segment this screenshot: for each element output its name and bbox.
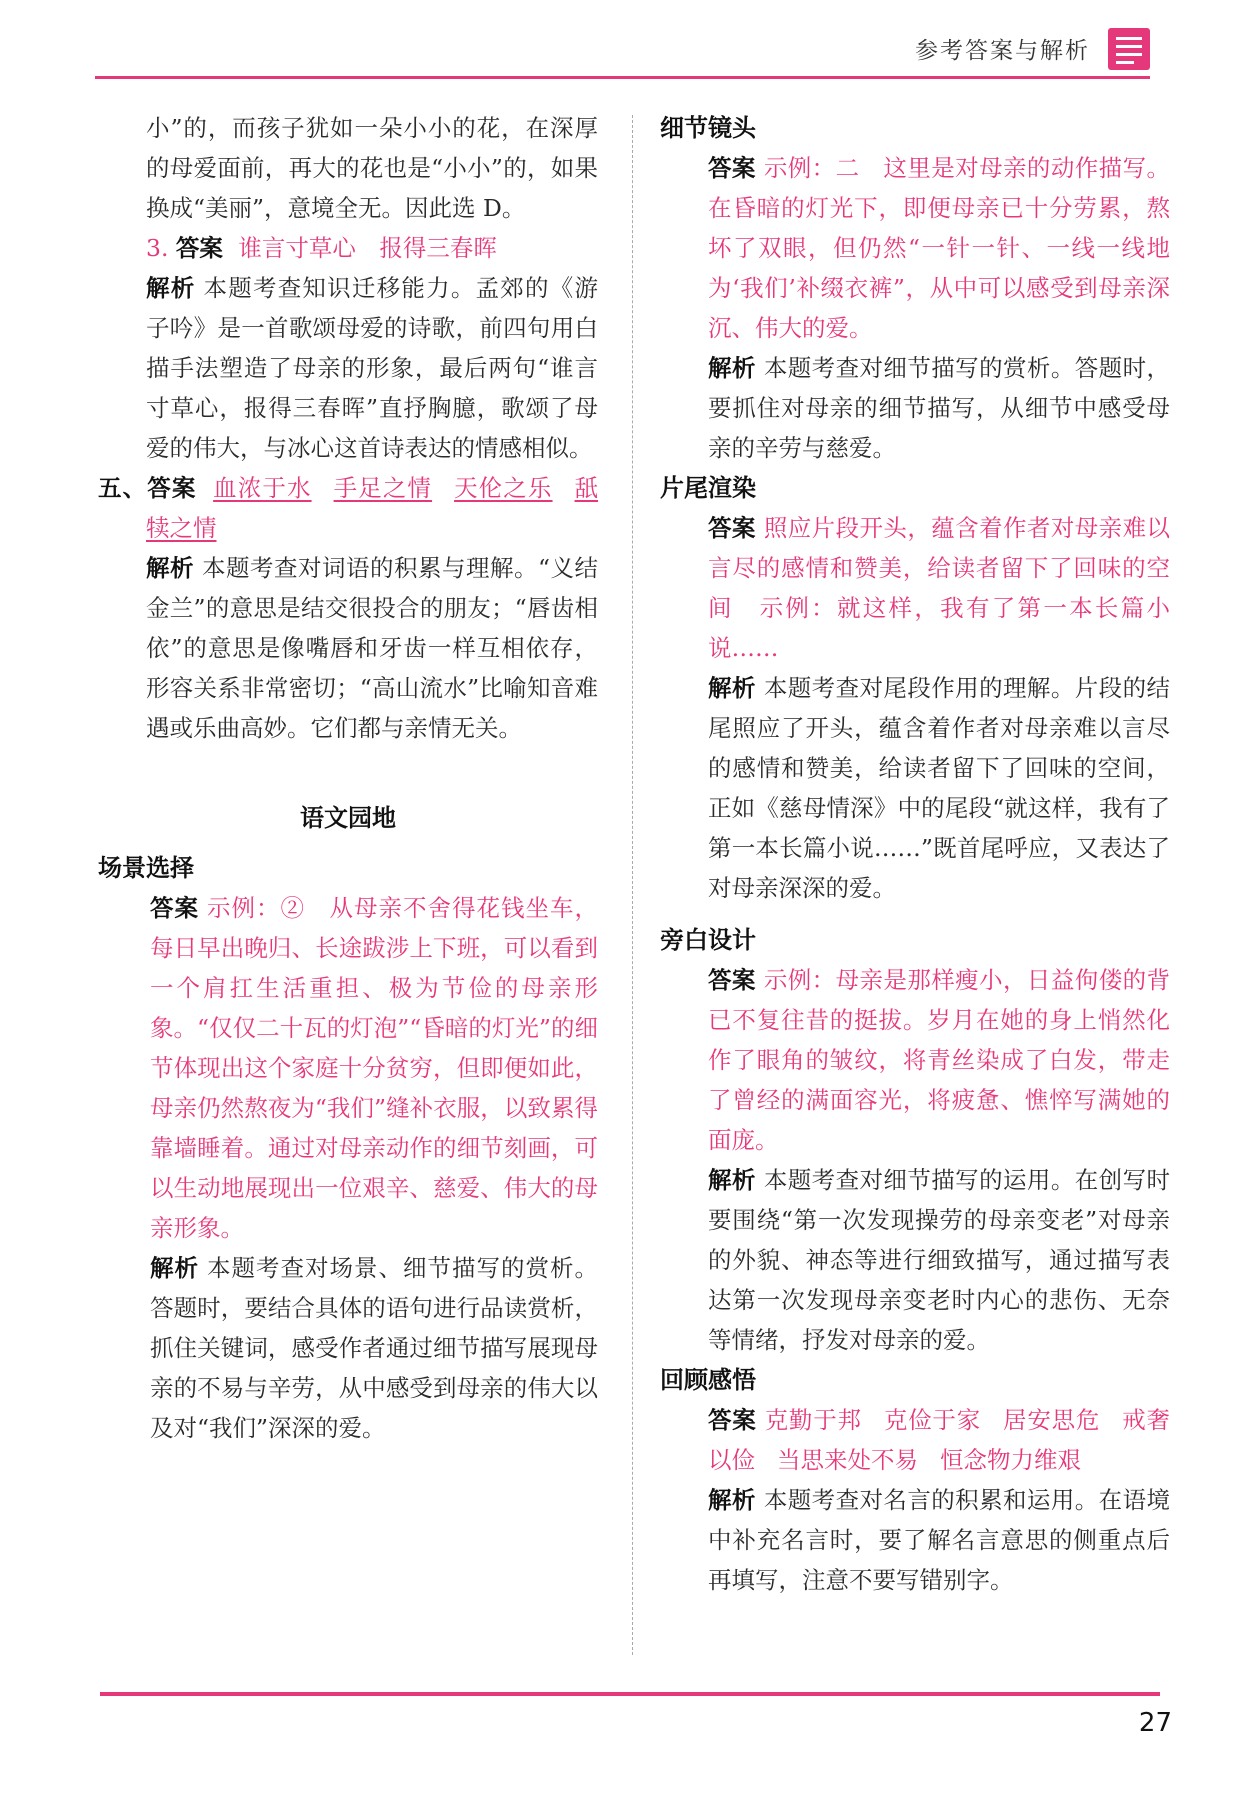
narration-answer-text: 示例：母亲是那样瘦小，日益佝偻的背已不复往昔的挺拔。岁月在她的身上悄然化作了眼角的皱纹，将青丝染成了白发，带走了曾经的满面容光，将疲惫、憔悴写满她的面庞。: [708, 966, 1171, 1154]
detail-analysis-label: 解析: [708, 354, 756, 382]
review-analysis: [660, 1480, 1170, 1600]
ending-answer: [660, 508, 1170, 668]
narration-answer: [660, 960, 1170, 1160]
review-analysis-text: 本题考查对名言的积累和运用。在语境中补充名言时，要了解名言意思的侧重点后再填写，注意不要写错别字。: [708, 1486, 1171, 1594]
q3-answer: [98, 228, 598, 268]
scene-analysis-text: 本题考查对场景、细节描写的赏析。答题时，要结合具体的语句进行品读赏析，抓住关键词，感受作者通过细节描写展现母亲的不易与辛劳，从中感受到母亲的伟大以及对“我们”深深的爱。: [150, 1254, 598, 1442]
ending-answer-label: 答案: [708, 514, 756, 542]
ending-analysis: [660, 668, 1170, 908]
review-answer: [660, 1400, 1170, 1480]
scene-title: 场景选择: [98, 854, 194, 882]
header-title: 参考答案与解析: [915, 38, 1090, 64]
narration-analysis-text: 本题考查对细节描写的运用。在创写时要围绕“第一次发现操劳的母亲变老”对母亲的外貌、神态等进行细致描写，通过描写表达第一次发现母亲变老时内心的悲伤、无奈等情绪，抒发对母亲的爱。: [708, 1166, 1171, 1354]
narration-analysis-label: 解析: [708, 1166, 756, 1194]
narration-title: 旁白设计: [660, 926, 756, 954]
header-rule: [95, 76, 1150, 79]
review-answer-4: 戒奢以俭: [708, 1406, 1171, 1474]
left-column: [98, 108, 598, 1448]
ending-answer-text: 照应片段开头，蕴含着作者对母亲难以言尽的感情和赞美，给读者留下了回味的空间 示例：就这样，我有了第一本长篇小说……: [708, 514, 1171, 662]
garden-title: 语文园地: [300, 804, 396, 832]
q5-answer: [98, 468, 598, 548]
review-analysis-label: 解析: [708, 1486, 756, 1514]
q5-answer-3: 天伦之乐: [454, 474, 553, 502]
q5-answer-4: 舐犊之情: [146, 474, 599, 542]
right-column: [660, 108, 1170, 1600]
q5-answer-label: 答案: [147, 474, 197, 502]
detail-analysis: [660, 348, 1170, 468]
narration-analysis: [660, 1160, 1170, 1360]
scene-answer-text: 示例：② 从母亲不舍得花钱坐车，每日早出晚归、长途跋涉上下班，可以看到一个肩扛生活重担、极为节俭的母亲形象。“仅仅二十瓦的灯泡”“昏暗的灯光”的细节体现出这个家庭十分贫穷，但即便如此，母亲仍然熬夜为“我们”缝补衣服，以致累得靠墙睡着。通过对母亲动作的细节刻画，可以生动地展现出一位艰辛、慈爱、伟大的母亲形象。: [150, 894, 598, 1242]
q5-answer-1: 血浓于水: [213, 474, 312, 502]
detail-answer-text: 示例：二 这里是对母亲的动作描写。在昏暗的灯光下，即便母亲已十分劳累，熬坏了双眼，但仍然“一针一针、一线一线地为‘我们’补缀衣裤”，从中可以感受到母亲深沉、伟大的爱。: [708, 154, 1171, 342]
q3-answer-label: 答案: [175, 234, 223, 262]
scene-answer: [98, 888, 598, 1248]
detail-answer-label: 答案: [708, 154, 756, 182]
review-title: 回顾感悟: [660, 1366, 756, 1394]
footer-rule: [100, 1692, 1160, 1696]
q3-analysis-label: 解析: [146, 274, 196, 302]
column-divider: [632, 115, 633, 1655]
review-answer-1: 克勤于邦: [764, 1406, 862, 1434]
q5-number: 五、: [98, 474, 148, 502]
ending-analysis-label: 解析: [708, 674, 756, 702]
detail-title: 细节镜头: [660, 114, 756, 142]
review-answer-5: 当思来处不易: [777, 1446, 918, 1474]
scene-analysis-label: 解析: [150, 1254, 199, 1282]
scene-answer-label: 答案: [150, 894, 199, 922]
q3-analysis-text: 本题考查知识迁移能力。孟郊的《游子吟》是一首歌颂母爱的诗歌，前四句用白描手法塑造了母亲的形象，最后两句“谁言寸草心，报得三春晖”直抒胸臆，歌颂了母爱的伟大，与冰心这首诗表达的情感相似。: [146, 274, 599, 462]
book-icon: [1108, 28, 1150, 70]
q5-answer-2: 手足之情: [333, 474, 433, 502]
q5-analysis-text: 本题考查对词语的积累与理解。“义结金兰”的意思是结交很投合的朋友；“唇齿相依”的意思是像嘴唇和牙齿一样互相依存，形容关系非常密切；“高山流水”比喻知音难遇或乐曲高妙。它们都与亲情无关。: [146, 554, 598, 742]
review-answer-3: 居安思危: [1003, 1406, 1101, 1434]
detail-analysis-text: 本题考查对细节描写的赏析。答题时，要抓住对母亲的细节描写，从细节中感受母亲的辛劳与慈爱。: [708, 354, 1171, 462]
review-answer-6: 恒念物力维艰: [940, 1446, 1081, 1474]
q3-analysis: [98, 268, 598, 468]
scene-analysis: [98, 1248, 598, 1448]
q3-number: 3.: [146, 234, 169, 262]
review-answer-label: 答案: [708, 1406, 757, 1434]
page-number: 27: [1138, 1708, 1172, 1738]
q3-answer-text: 谁言寸草心 报得三春晖: [238, 234, 497, 262]
review-answer-2: 克俭于家: [883, 1406, 982, 1434]
ending-title: 片尾渲染: [660, 474, 756, 502]
detail-answer: [660, 148, 1170, 348]
narration-answer-label: 答案: [708, 966, 756, 994]
ending-analysis-text: 本题考查对尾段作用的理解。片段的结尾照应了开头，蕴含着作者对母亲难以言尽的感情和赞美，给读者留下了回味的空间，正如《慈母情深》中的尾段“就这样，我有了第一本长篇小说……”既首尾呼应，又表达了对母亲深深的爱。: [708, 674, 1171, 902]
prev-question-continuation: 小”的，而孩子犹如一朵小小的花，在深厚的母爱面前，再大的花也是“小小”的，如果换成“美丽”，意境全无。因此选 D。: [146, 114, 598, 222]
q5-analysis: [98, 548, 598, 748]
q5-analysis-label: 解析: [146, 554, 194, 582]
